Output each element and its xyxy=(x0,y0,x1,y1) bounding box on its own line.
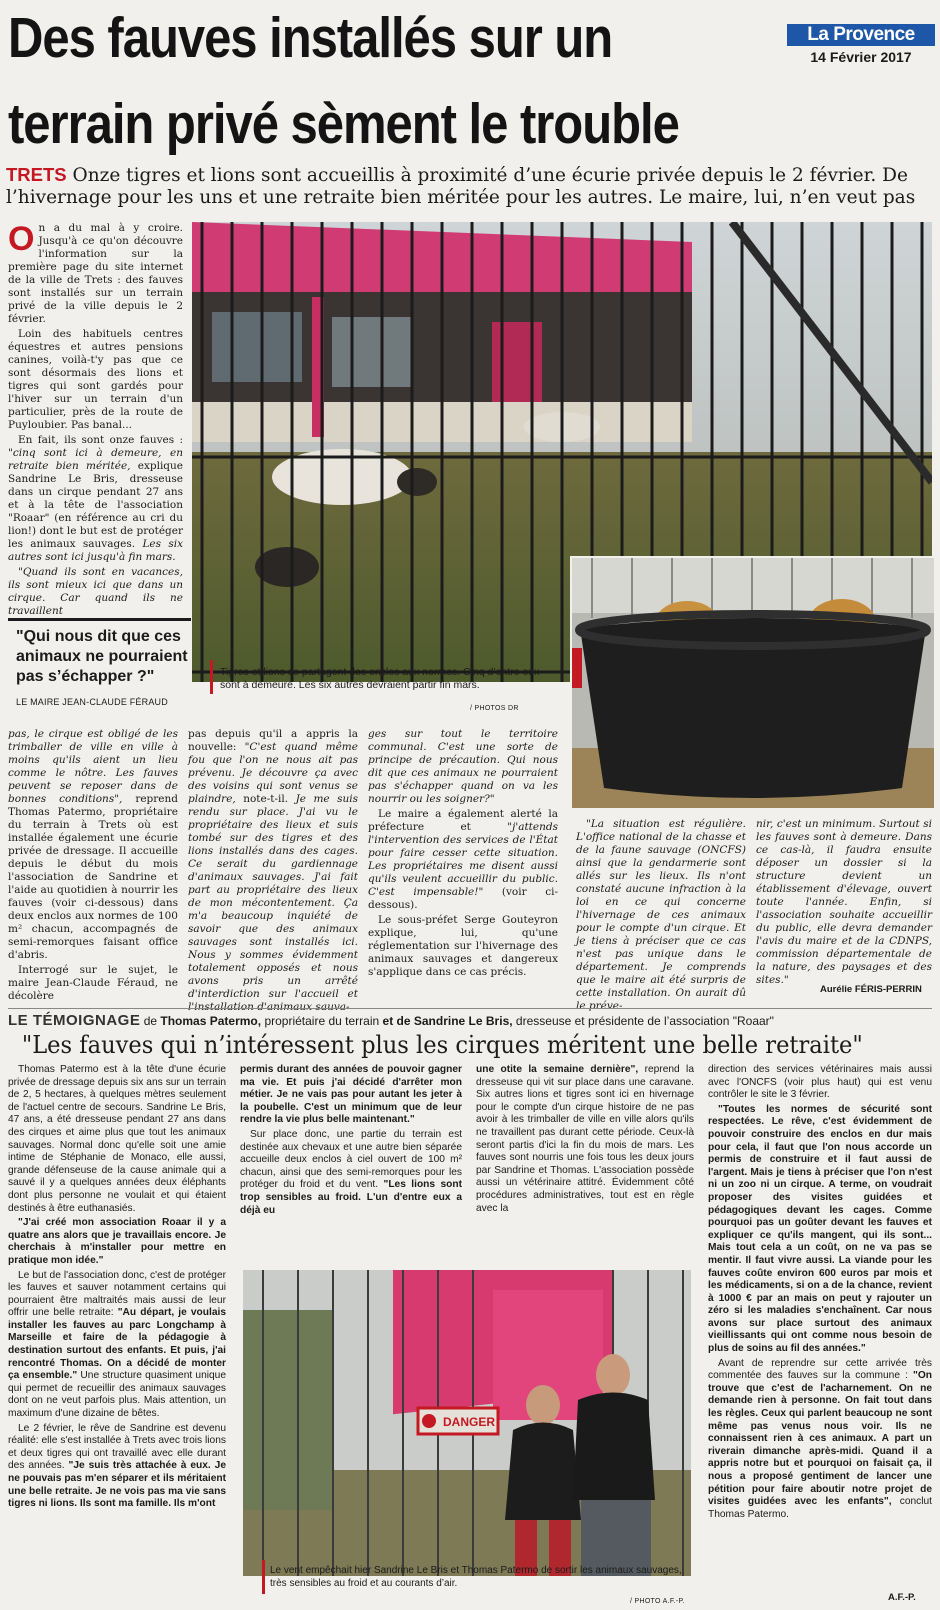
article-column-3 xyxy=(368,728,558,981)
pull-quote xyxy=(8,618,191,707)
photo-credit: / PHOTOS DR xyxy=(470,705,519,712)
testimony-headline: "Les fauves qui n’intéressent plus les cirques méritent une belle retraite" xyxy=(21,1031,863,1059)
testimony-band xyxy=(8,1008,932,1029)
danger-sign-text: DANGER xyxy=(443,1415,496,1429)
owners-photo-caption: Le vent empêchait hier Sandrine Le Bris et Thomas Patermo de sortir les animaux sauvages, très sensibles au froid et au courants d’air. xyxy=(270,1565,682,1589)
paragraph: permis durant des années de pouvoir gagner ma vie. Et puis j'ai décidé d'arrêter mon métier. Je ne vais pas pour autant les jeter à la poubelle. C'est un minimum que de leur rendre la vie plus belle maintenant." xyxy=(240,1064,462,1126)
testimony-column-1 xyxy=(8,1064,226,1513)
location-kicker: TRETS xyxy=(6,164,67,185)
paragraph: En fait, ils sont onze fauves : "cinq sont ici à demeure, en retraite bien méritée, explique Sandrine Le Bris, dresseuse dans un cirque pendant 27 ans et à la tête de l'association "Roaar" (en référence au cri du lion!) dont le but est de protéger les animaux sauvages. Les six autres sont ici jusqu'à fin mars. xyxy=(8,434,184,563)
testimony-et: et de xyxy=(382,1014,411,1028)
testimony-de: de xyxy=(143,1014,158,1028)
article-signature: Aurélie FÉRIS-PERRIN xyxy=(820,984,922,995)
paragraph: Le maire a également alerté la préfecture et "j'attends l'intervention des services de l'État pour faire cesser cette situation. Les propriétaires me disent aussi qu'ils veulent accueillir du public. C'est impensable!" (voir ci-dessous). xyxy=(368,808,558,911)
paragraph: pas depuis qu'il a appris la nouvelle: "C'est quand même fou que l'on ne nous ait pas prévenu. Je découvre ça avec des voisins qui sont venus se plaindre, note-t-il. Je me suis rendu sur place. J'ai vu le propriétaire des lieux et suis tombé sur des tigres et des lions installés dans des cages. Ce serait du gardiennage d'animaux sauvages. J'ai fait part au propriétaire des lieux de mon mécontentement. Ça m'a beaucoup inquiété de savoir que des animaux sauvages sont installés ici. Nous y sommes évidemment totalement opposés et nous avons pris un arrêté d'interdiction sur l'accueil et l'installation d'animaux sauva- xyxy=(188,728,358,1013)
paragraph: "Quand ils sont en vacances, ils sont mieux ici que dans un cirque. Car quand ils ne travaillent xyxy=(8,566,183,617)
testimony-name-2: Sandrine Le Bris, xyxy=(413,1014,513,1028)
paragraph: Le but de l'association donc, c'est de protéger les fauves et sauver notamment certains qui pourraient être maltraités mais aussi de leur offrir une belle retraite: "Au départ, je voulais installer les fauves au parc Longchamp à Marseille et faire de la pédagogie à destination surtout des enfants. Et puis, j'ai rencontré Thomas. On a décidé de monter ça ensemble." Une structure quasiment unique qui permet de recueillir des animaux sauvages dont on ne veut parfois plus. Mais attention, un maximum d'une dizaine de bêtes. xyxy=(8,1269,226,1420)
testimony-tag: LE TÉMOIGNAGE xyxy=(8,1012,141,1029)
paragraph: Sur place donc, une partie du terrain est destinée aux chevaux et une autre bien séparée accueille deux enclos à ciel ouvert de 100 m² chacun, ainsi que des semi-remorques pour les protéger du froid et du vent. "Les lions sont trop sensibles au froid. L'un d'entre eux a déjà eu xyxy=(240,1128,462,1216)
paragraph: Loin des habituels centres équestres et autres pensions canines, voilà-t'y pas que ce sont désormais des lions et tigres qui sont gardés pour l'hiver sur un terrain d'un particulier, près de la route de Puyloubier. Pas banal... xyxy=(8,328,183,431)
testimony-column-4 xyxy=(708,1064,932,1523)
paragraph: direction des services vétérinaires mais aussi avec l'ONCFS (voir plus haut) qui est venu contrôler le site le 3 février. xyxy=(708,1064,932,1101)
testimony-column-2 xyxy=(240,1064,462,1219)
testimony-signature: A.F.-P. xyxy=(888,1592,916,1603)
paragraph: Thomas Patermo est à la tête d'une écurie privée de dressage depuis six ans sur un terrain de 2, 5 hectares, à quelques mètres seulement de l'actuel centre de secours. Sandrine Le Bris, 47 ans, a été dresseuse pendant 27 ans dans des cirques et aime plus que tout les animaux sauvages. Normal donc qu'elle soit une amie intime de Stéphanie de Monaco, elle aussi, grande défenseuse de la cause animale qui a sauvé il y a quelques années deux éléphants dont plus personne ne voulait et qui étaient destinés à être euthanasiés. xyxy=(8,1064,226,1214)
photo-lions-tub xyxy=(570,556,936,810)
photo-caption: Tigres et lions se partagent des enclos aux normes. Cinq d’entre eux sont à demeure. Les six autres devraient partir fin mars. xyxy=(220,666,540,691)
paragraph: "Toutes les normes de sécurité sont respectées. Le rêve, c'est évidemment de pouvoir construire des enclos en dur mais pour cela, il faut que l'on nous accorde un permis de construire et il faut aussi de l'argent. Mais je tiens à préciser que l'on n'est ni un zoo ni un cirque. A terme, on voudrait proposer des visites guidées et pédagogiques devant les cages. Comme pourquoi pas un goûter devant les fauves et expliquer ce qu'ils mangent, qui ils sont... Mais tout cela a un coût, on ne va pas se mentir. Il faut vivre aussi. La viande pour les fauves coûte environ 600 euros par mois et les médicaments, si on a de la chance, revient à 1000 € par an mais on peut y rajouter un zéro si les maladies s'enchaînent. Car nous avons sur place surtout des animaux vieillissants qui ont comme nous besoin de plus de soins au fil des années." xyxy=(708,1103,932,1355)
drop-cap: O xyxy=(8,220,35,258)
lions-tub-image xyxy=(572,558,934,808)
article-column-1b xyxy=(8,728,178,1005)
paragraph: Avant de reprendre sur cette arrivée très commentée des fauves sur la commune : "On trouve que c'est de l'acharnement. On ne demande rien à personne. On fait tout dans les règles. Ceux qui parlent beaucoup ne sont même pas venus nous voir. Ils ne connaissent rien à ces animaux. A part un riverain dimanche après-midi. Quand il a appris notre but et pourquoi on faisait ça, il nous a proposé gentiment de lancer une pétition pour faire aboutir notre projet de visites guidées avec les enfants", conclut Thomas Patermo. xyxy=(708,1357,932,1520)
paragraph: Interrogé sur le sujet, le maire Jean-Claude Féraud, ne décolère xyxy=(8,964,178,1002)
testimony-name-1: Thomas Patermo, xyxy=(160,1014,262,1028)
pull-quote-author: LE MAIRE JEAN-CLAUDE FÉRAUD xyxy=(16,697,168,707)
owners-photo-credit: / PHOTO A.F.-P. xyxy=(630,1598,685,1605)
article-column-4 xyxy=(576,818,746,1015)
paragraph: Le 2 février, le rêve de Sandrine est devenu réalité: elle s'est installée à Trets avec trois lions et deux tigres qui ont travaillé avec elle durant des années. "Je suis très attachée à eux. Je ne pouvais pas m'en séparer et ils méritaient une belle retraite. Je ne vois pas ma vie sans tigres ni lions. Ils sont ma famille. Ils m'ont xyxy=(8,1422,227,1510)
headline-line-1: Des fauves installés sur un xyxy=(8,6,613,70)
testimony-role-1: propriétaire du terrain xyxy=(264,1014,380,1028)
headline-line-2: terrain privé sèment le trouble xyxy=(8,92,679,156)
paragraph: ges sur tout le territoire communal. C'est une sorte de principe de précaution. Qui nous dit que ces animaux ne pourraient pas s'échapper quand on va les nourrir ou les soigner?" xyxy=(368,728,558,805)
article-headline xyxy=(8,6,679,156)
pull-quote-text: "Qui nous dit que ces animaux ne pourraient pas s’échapper ?" xyxy=(16,628,188,685)
testimony-role-2: dresseuse et présidente de l’association "Roaar" xyxy=(515,1014,774,1028)
article-column-1 xyxy=(8,222,183,620)
lead-text: Onze tigres et lions sont accueillis à proximité d’une écurie privée depuis le 2 février. De l’hivernage pour les uns et une retraite bien méritée pour les autres. Le maire, lui, n’en veut pas xyxy=(6,165,916,208)
paragraph: Le sous-préfet Serge Gouteyron explique, lui, qu'une réglementation sur l'hivernage des animaux sauvages et dangereux s'applique dans ce cas précis. xyxy=(368,914,558,978)
paragraph: une otite la semaine dernière", reprend la dresseuse qui vit sur place dans une caravane. Six autres lions et tigres sont ici en hivernage pour le compte d'un cirque histoire de ne pas avoir à les trimballer de ville en ville alors qu'ils ne travaillent pas durant cette période. Ceux-là seront partis d'ici la fin du mois de mars. Les fauves sont nourris une fois tous les deux jours par Sandrine et Thomas. L'association possède aussi un vétérinaire attitré. Évidemment côté procédures administratives, tout est en règle avec la xyxy=(476,1064,694,1214)
photo-owners xyxy=(243,1270,691,1576)
testimony-column-3 xyxy=(476,1064,694,1217)
newspaper-logo: La Provence xyxy=(787,24,935,46)
caption-marker xyxy=(210,660,213,694)
article-column-5 xyxy=(756,818,932,989)
paragraph: nir, c'est un minimum. Surtout si les fauves sont à demeure. Dans ce cas-là, il faudra ensuite déposer un dossier si la structure devient un établissement d'élevage, ouvert toute l'année. Enfin, si l'association souhaite accueillir du public, elle devra demander l'avis du maire et de la CDNPS, commission départementale de la nature, des paysages et des sites." xyxy=(756,818,932,986)
paragraph: pas, le cirque est obligé de les trimballer de ville en ville à moins qu'ils aient un lieu comme le nôtre. Les fauves peuvent se reposer dans de bonnes conditions", reprend Thomas Patermo, propriétaire du terrain à Trets où est installée également une écurie privée de dressage. Il accueille depuis le début du mois l'association de Sandrine et l'aide au quotidien à nourrir les fauves (voir ci-dessous) dans deux enclos aux normes de 100 m² chacun, accompagnés de semi-remorques faisant office d'abris. xyxy=(8,728,178,961)
publication-date: 14 Février 2017 xyxy=(810,49,912,65)
owners-image xyxy=(243,1270,691,1576)
paragraph: "La situation est régulière. L'office national de la chasse et de la faune sauvage (ONCFS) ainsi que la gendarmerie sont allés sur les lieux. Ils n'ont constaté aucune infraction à la loi en ce qui concerne l'hivernage de ces animaux pour le compte d'un cirque. Et je tiens à préciser que ce cas n'est pas unique dans le département. Je comprends que le maire ait été surpris de cette installation. On aurait dû le préve- xyxy=(576,818,746,1012)
paragraph: n a du mal à y croire. Jusqu'à ce qu'on découvre l'information sur la première page du site internet de la ville de Trets : des fauves sont installés sur un terrain privé de la ville depuis le 2 février. xyxy=(8,222,183,325)
paragraph: "J'ai créé mon association Roaar il y a quatre ans alors que je travaillais encore. Je cherchais à m'installer pour mettre en pratique mon idée." xyxy=(8,1217,226,1266)
article-column-2 xyxy=(188,728,358,1016)
caption-marker-2 xyxy=(262,1560,265,1594)
article-lead xyxy=(6,164,934,209)
